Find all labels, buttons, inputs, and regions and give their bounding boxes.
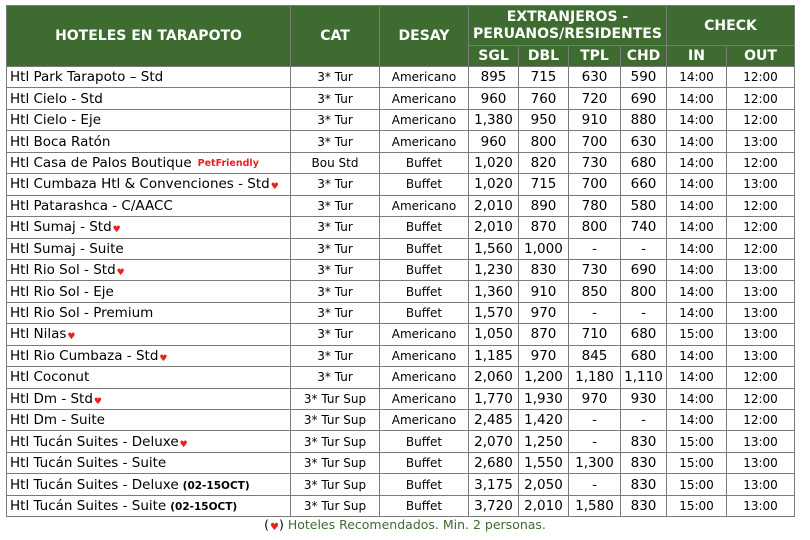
table-row: [7, 302, 795, 323]
desay-cell: Buffet: [380, 259, 469, 280]
dbl-cell: 870: [519, 217, 569, 238]
dbl-cell: 890: [519, 195, 569, 216]
out-cell: 13:00: [727, 452, 795, 473]
in-cell: 14:00: [667, 367, 727, 388]
dbl-cell: 2,050: [519, 474, 569, 495]
tpl-cell: 1,580: [569, 495, 621, 516]
desay-cell: Americano: [380, 195, 469, 216]
hotel-name-cell: [7, 410, 291, 431]
dbl-cell: 870: [519, 324, 569, 345]
hotel-name-cell: [7, 195, 291, 216]
sgl-cell: 1,185: [469, 345, 519, 366]
in-cell: 14:00: [667, 217, 727, 238]
out-cell: 12:00: [727, 88, 795, 109]
cat-cell: 3* Tur: [291, 88, 380, 109]
desay-cell: Americano: [380, 324, 469, 345]
tpl-cell: 700: [569, 174, 621, 195]
hotel-name-cell: [7, 88, 291, 109]
sgl-cell: 3,720: [469, 495, 519, 516]
table-row: [7, 131, 795, 152]
in-cell: 14:00: [667, 67, 727, 88]
heart-icon: ♥: [116, 268, 125, 279]
dbl-cell: 800: [519, 131, 569, 152]
in-cell: 15:00: [667, 431, 727, 452]
table-row: [7, 109, 795, 130]
out-cell: 12:00: [727, 217, 795, 238]
desay-cell: Buffet: [380, 152, 469, 173]
dbl-cell: 760: [519, 88, 569, 109]
tpl-cell: 730: [569, 259, 621, 280]
table-row: [7, 217, 795, 238]
header-sgl: SGL: [469, 46, 519, 67]
in-cell: 14:00: [667, 388, 727, 409]
out-cell: 13:00: [727, 259, 795, 280]
hotel-name-cell: [7, 345, 291, 366]
hotel-name-cell: [7, 324, 291, 345]
cat-cell: Bou Std: [291, 152, 380, 173]
cat-cell: 3* Tur Sup: [291, 474, 380, 495]
sgl-cell: 1,380: [469, 109, 519, 130]
dbl-cell: 910: [519, 281, 569, 302]
chd-cell: -: [621, 238, 667, 259]
dbl-cell: 830: [519, 259, 569, 280]
in-cell: 14:00: [667, 259, 727, 280]
dbl-cell: 950: [519, 109, 569, 130]
cat-cell: 3* Tur: [291, 345, 380, 366]
hotel-name-cell: [7, 367, 291, 388]
out-cell: 13:00: [727, 345, 795, 366]
dbl-cell: 1,250: [519, 431, 569, 452]
desay-cell: Buffet: [380, 174, 469, 195]
sgl-cell: 3,175: [469, 474, 519, 495]
sgl-cell: 2,010: [469, 195, 519, 216]
footer-text: Hoteles Recomendados. Min. 2 personas.: [287, 517, 546, 532]
cat-cell: 3* Tur: [291, 259, 380, 280]
chd-cell: 830: [621, 495, 667, 516]
hotel-name-cell: [7, 217, 291, 238]
sgl-cell: 1,050: [469, 324, 519, 345]
hotel-name-cell: [7, 67, 291, 88]
hotel-name: Htl Sumaj - Std: [10, 219, 112, 236]
in-cell: 14:00: [667, 109, 727, 130]
desay-cell: Buffet: [380, 474, 469, 495]
out-cell: 12:00: [727, 195, 795, 216]
cat-cell: 3* Tur: [291, 195, 380, 216]
date-note: (02-15OCT): [182, 479, 250, 492]
hotel-name: Htl Tucán Suites - Suite: [10, 497, 167, 514]
out-cell: 12:00: [727, 67, 795, 88]
out-cell: 13:00: [727, 474, 795, 495]
chd-cell: -: [621, 302, 667, 323]
hotel-rates-table: [6, 5, 795, 517]
dbl-cell: 1,000: [519, 238, 569, 259]
sgl-cell: 1,360: [469, 281, 519, 302]
tpl-cell: -: [569, 410, 621, 431]
sgl-cell: 1,230: [469, 259, 519, 280]
footer-note: [0, 517, 810, 533]
sgl-cell: 895: [469, 67, 519, 88]
chd-cell: 830: [621, 452, 667, 473]
sgl-cell: 1,020: [469, 174, 519, 195]
cat-cell: 3* Tur: [291, 367, 380, 388]
hotel-name: Htl Patarashca - C/AACC: [10, 197, 173, 214]
in-cell: 14:00: [667, 88, 727, 109]
desay-cell: Buffet: [380, 281, 469, 302]
desay-cell: Buffet: [380, 431, 469, 452]
sgl-cell: 2,070: [469, 431, 519, 452]
chd-cell: 740: [621, 217, 667, 238]
hotel-name: Htl Cumbaza Htl & Convenciones - Std: [10, 176, 270, 193]
dbl-cell: 1,420: [519, 410, 569, 431]
chd-cell: 690: [621, 259, 667, 280]
chd-cell: 590: [621, 67, 667, 88]
tpl-cell: 970: [569, 388, 621, 409]
cat-cell: 3* Tur: [291, 174, 380, 195]
cat-cell: 3* Tur: [291, 302, 380, 323]
hotel-name: Htl Dm - Suite: [10, 412, 105, 429]
hotel-name: Htl Sumaj - Suite: [10, 240, 124, 257]
hotel-name-cell: [7, 281, 291, 302]
tpl-cell: 700: [569, 131, 621, 152]
desay-cell: Americano: [380, 131, 469, 152]
desay-cell: Buffet: [380, 302, 469, 323]
cat-cell: 3* Tur: [291, 217, 380, 238]
hotel-name-cell: [7, 259, 291, 280]
table-row: [7, 495, 795, 516]
hotel-name-cell: [7, 452, 291, 473]
hotel-name-cell: [7, 109, 291, 130]
dbl-cell: 1,550: [519, 452, 569, 473]
tpl-cell: 780: [569, 195, 621, 216]
dbl-cell: 970: [519, 302, 569, 323]
out-cell: 13:00: [727, 174, 795, 195]
heart-icon: ♥: [67, 332, 76, 343]
hotel-name: Htl Coconut: [10, 369, 90, 386]
header-chd: CHD: [621, 46, 667, 67]
cat-cell: 3* Tur: [291, 109, 380, 130]
dbl-cell: 820: [519, 152, 569, 173]
in-cell: 14:00: [667, 281, 727, 302]
in-cell: 15:00: [667, 474, 727, 495]
hotel-name-cell: [7, 474, 291, 495]
table-row: [7, 474, 795, 495]
chd-cell: 680: [621, 152, 667, 173]
out-cell: 12:00: [727, 109, 795, 130]
hotel-name: Htl Rio Cumbaza - Std: [10, 347, 159, 364]
header-desay: DESAY: [380, 6, 469, 67]
hotel-name-cell: [7, 495, 291, 516]
header-group-line1: EXTRANJEROS -: [506, 8, 629, 25]
out-cell: 12:00: [727, 388, 795, 409]
out-cell: 12:00: [727, 367, 795, 388]
hotel-name: Htl Dm - Std: [10, 390, 93, 407]
tpl-cell: -: [569, 302, 621, 323]
out-cell: 12:00: [727, 238, 795, 259]
cat-cell: 3* Tur: [291, 324, 380, 345]
heart-icon: ♥: [179, 439, 188, 450]
chd-cell: 660: [621, 174, 667, 195]
hotel-name-cell: [7, 302, 291, 323]
desay-cell: Americano: [380, 109, 469, 130]
desay-cell: Americano: [380, 367, 469, 388]
sgl-cell: 2,485: [469, 410, 519, 431]
tpl-cell: -: [569, 431, 621, 452]
cat-cell: 3* Tur: [291, 67, 380, 88]
header-group-line2: PERUANOS/RESIDENTES: [473, 25, 662, 42]
date-note: (02-15OCT): [170, 500, 238, 513]
sgl-cell: 2,060: [469, 367, 519, 388]
table-row: [7, 67, 795, 88]
chd-cell: 880: [621, 109, 667, 130]
tpl-cell: 630: [569, 67, 621, 88]
heart-icon: ♥: [269, 522, 279, 533]
table-row: [7, 431, 795, 452]
in-cell: 14:00: [667, 302, 727, 323]
cat-cell: 3* Tur: [291, 238, 380, 259]
out-cell: 12:00: [727, 410, 795, 431]
dbl-cell: 1,930: [519, 388, 569, 409]
chd-cell: 680: [621, 345, 667, 366]
in-cell: 14:00: [667, 174, 727, 195]
heart-icon: ♥: [159, 353, 168, 364]
cat-cell: 3* Tur: [291, 281, 380, 302]
tpl-cell: -: [569, 474, 621, 495]
hotel-name: Htl Rio Sol - Std: [10, 262, 116, 279]
sgl-cell: 2,680: [469, 452, 519, 473]
chd-cell: 680: [621, 324, 667, 345]
hotel-name: Htl Casa de Palos Boutique: [10, 154, 192, 171]
heart-icon: ♥: [112, 225, 121, 236]
chd-cell: 1,110: [621, 367, 667, 388]
tpl-cell: 730: [569, 152, 621, 173]
dbl-cell: 2,010: [519, 495, 569, 516]
in-cell: 14:00: [667, 195, 727, 216]
desay-cell: Americano: [380, 67, 469, 88]
sgl-cell: 1,560: [469, 238, 519, 259]
tpl-cell: 1,180: [569, 367, 621, 388]
out-cell: 12:00: [727, 152, 795, 173]
cat-cell: 3* Tur Sup: [291, 410, 380, 431]
table-row: [7, 367, 795, 388]
header-cat: CAT: [291, 6, 380, 67]
header-rates-group: [469, 6, 667, 46]
footer-paren-open: (: [264, 517, 269, 532]
dbl-cell: 715: [519, 174, 569, 195]
table-row: [7, 238, 795, 259]
footer-paren-close: ): [278, 517, 284, 532]
header-check: CHECK: [667, 6, 795, 46]
desay-cell: Americano: [380, 410, 469, 431]
in-cell: 14:00: [667, 152, 727, 173]
in-cell: 14:00: [667, 238, 727, 259]
tpl-cell: 710: [569, 324, 621, 345]
in-cell: 14:00: [667, 345, 727, 366]
hotel-name: Htl Nilas: [10, 326, 67, 343]
hotel-name-cell: [7, 174, 291, 195]
in-cell: 15:00: [667, 495, 727, 516]
table-row: [7, 88, 795, 109]
hotel-name-cell: [7, 388, 291, 409]
table-row: [7, 388, 795, 409]
sgl-cell: 960: [469, 131, 519, 152]
hotel-name: Htl Rio Sol - Eje: [10, 283, 114, 300]
dbl-cell: 715: [519, 67, 569, 88]
desay-cell: Americano: [380, 388, 469, 409]
chd-cell: -: [621, 410, 667, 431]
out-cell: 13:00: [727, 324, 795, 345]
dbl-cell: 1,200: [519, 367, 569, 388]
chd-cell: 800: [621, 281, 667, 302]
table-row: [7, 345, 795, 366]
hotel-name-cell: [7, 152, 291, 173]
desay-cell: Buffet: [380, 217, 469, 238]
desay-cell: Buffet: [380, 495, 469, 516]
table-row: [7, 174, 795, 195]
table-row: [7, 324, 795, 345]
table-row: [7, 281, 795, 302]
desay-cell: Buffet: [380, 452, 469, 473]
out-cell: 13:00: [727, 281, 795, 302]
out-cell: 13:00: [727, 431, 795, 452]
cat-cell: 3* Tur Sup: [291, 452, 380, 473]
cat-cell: 3* Tur Sup: [291, 431, 380, 452]
table-row: [7, 259, 795, 280]
table-row: [7, 410, 795, 431]
hotel-name: Htl Cielo - Std: [10, 90, 103, 107]
sgl-cell: 2,010: [469, 217, 519, 238]
hotel-name-cell: [7, 131, 291, 152]
sgl-cell: 1,770: [469, 388, 519, 409]
table-row: [7, 452, 795, 473]
tpl-cell: 910: [569, 109, 621, 130]
header-out: OUT: [727, 46, 795, 67]
in-cell: 14:00: [667, 410, 727, 431]
header-hotel: HOTELES EN TARAPOTO: [7, 6, 291, 67]
header-tpl: TPL: [569, 46, 621, 67]
heart-icon: ♥: [93, 396, 102, 407]
dbl-cell: 970: [519, 345, 569, 366]
cat-cell: 3* Tur: [291, 131, 380, 152]
hotel-name: Htl Park Tarapoto – Std: [10, 69, 164, 86]
tpl-cell: 720: [569, 88, 621, 109]
out-cell: 13:00: [727, 302, 795, 323]
out-cell: 13:00: [727, 131, 795, 152]
tpl-cell: 845: [569, 345, 621, 366]
sgl-cell: 1,570: [469, 302, 519, 323]
heart-icon: ♥: [270, 182, 279, 193]
header-dbl: DBL: [519, 46, 569, 67]
in-cell: 14:00: [667, 131, 727, 152]
tpl-cell: -: [569, 238, 621, 259]
chd-cell: 630: [621, 131, 667, 152]
table-row: [7, 195, 795, 216]
pet-friendly-badge: PetFriendly: [197, 157, 259, 169]
hotel-name: Htl Cielo - Eje: [10, 112, 102, 129]
hotel-name: Htl Rio Sol - Premium: [10, 305, 154, 322]
hotel-name: Htl Tucán Suites - Deluxe: [10, 433, 179, 450]
desay-cell: Buffet: [380, 238, 469, 259]
chd-cell: 580: [621, 195, 667, 216]
table-row: [7, 152, 795, 173]
desay-cell: Americano: [380, 345, 469, 366]
chd-cell: 930: [621, 388, 667, 409]
hotel-name: Htl Tucán Suites - Suite: [10, 455, 167, 472]
tpl-cell: 1,300: [569, 452, 621, 473]
chd-cell: 830: [621, 474, 667, 495]
desay-cell: Americano: [380, 88, 469, 109]
in-cell: 15:00: [667, 452, 727, 473]
header-in: IN: [667, 46, 727, 67]
chd-cell: 690: [621, 88, 667, 109]
tpl-cell: 850: [569, 281, 621, 302]
sgl-cell: 960: [469, 88, 519, 109]
hotel-name-cell: [7, 431, 291, 452]
hotel-name: Htl Tucán Suites - Deluxe: [10, 476, 179, 493]
sgl-cell: 1,020: [469, 152, 519, 173]
tpl-cell: 800: [569, 217, 621, 238]
out-cell: 13:00: [727, 495, 795, 516]
in-cell: 15:00: [667, 324, 727, 345]
cat-cell: 3* Tur Sup: [291, 495, 380, 516]
hotel-name-cell: [7, 238, 291, 259]
cat-cell: 3* Tur Sup: [291, 388, 380, 409]
chd-cell: 830: [621, 431, 667, 452]
hotel-name: Htl Boca Ratón: [10, 133, 111, 150]
